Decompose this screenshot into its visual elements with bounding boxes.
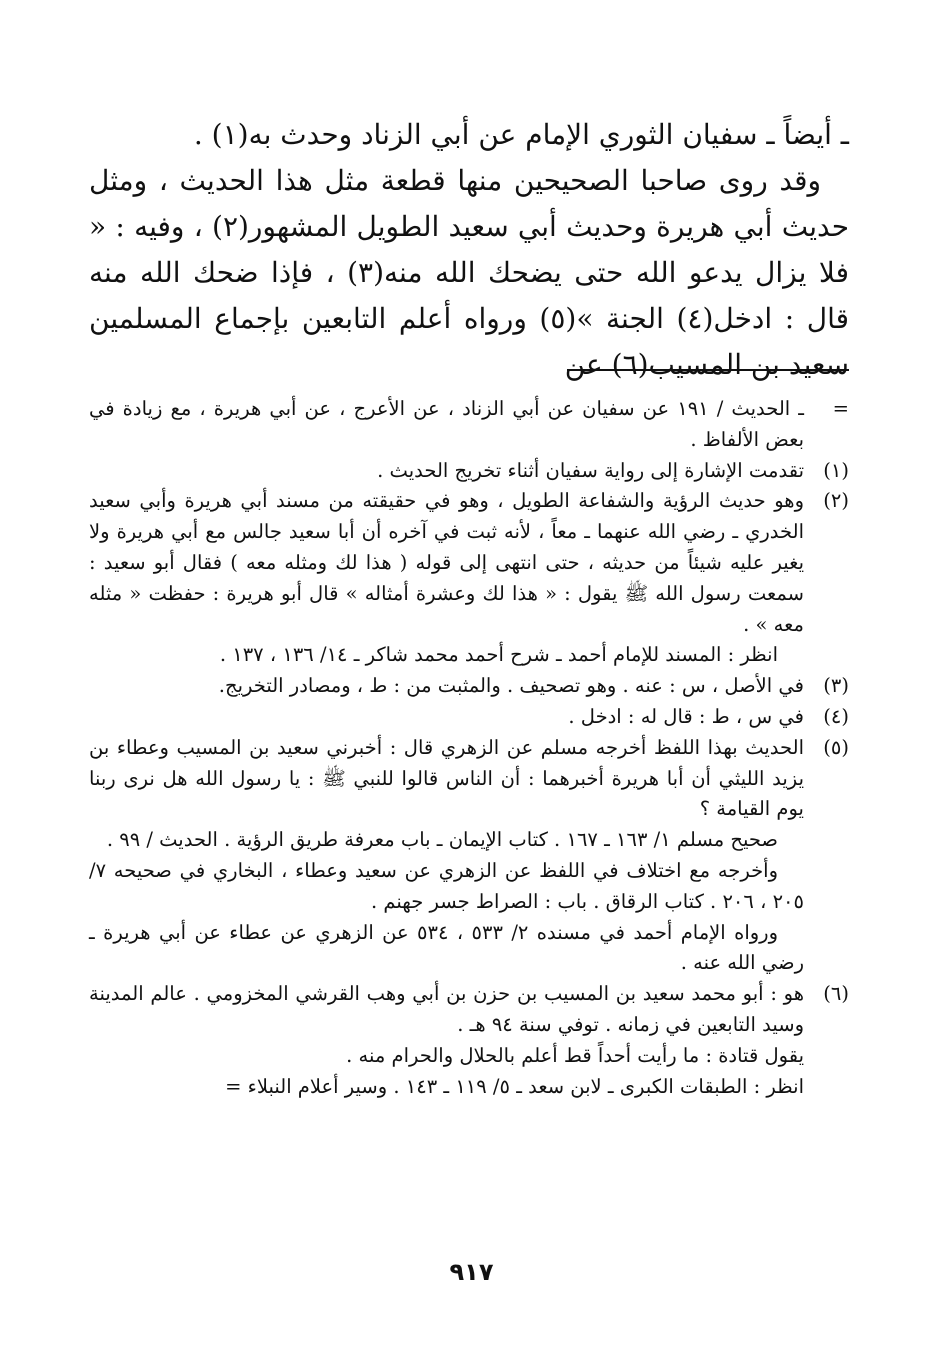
- footnote-number: (٤): [823, 704, 849, 728]
- footnote-divider: [567, 369, 849, 371]
- footnote-text: في الأصل ، س : عنه . وهو تصحيف . والمثبت من : ط ، ومصادر التخريج.: [218, 674, 804, 698]
- footnote-text: الحديث بهذا اللفظ أخرجه مسلم عن الزهري قال : أخبرني سعيد بن المسيب وعطاء بن يزيد الليثي أن أبا هريرة أخبرهما : أن الناس قالوا للنبي ﷺ : يا رسول الله هل نرى ربنا يوم القيامة ؟: [89, 735, 804, 821]
- footnote-text: ـ الحديث / ١٩١ عن سفيان عن أبي الزناد ، عن الأعرج ، عن أبي هريرة ، مع زيادة في بعض الألفاظ .: [89, 397, 804, 451]
- footnote-reference: ورواه الإمام أحمد في مسنده ٢/ ٥٣٣ ، ٥٣٤ عن الزهري عن عطاء عن أبي هريرة ـ رضي الله عنه .: [89, 920, 804, 975]
- footnote-text: وهو حديث الرؤية والشفاعة الطويل ، وهو في حقيقته من مسند أبي هريرة وأبي سعيد الخدري ـ رضي الله عنهما ـ معاً ، لأنه ثبت في آخره أن أبا سعيد جالس مع أبي هريرة ولا يغير عليه شيئاً من حديثه ، حتى انتهى إلى قوله ( هذا لك ومثله معه ) فقال أبو سعيد : سمعت رسول الله ﷺ يقول : « هذا لك وعشرة أمثاله » قال أبو هريرة : حفظت « مثله معه » .: [89, 489, 804, 636]
- footnote-text: هو : أبو محمد سعيد بن المسيب بن حزن بن أبي وهب القرشي المخزومي . عالم المدينة وسيد التابعين في زمانه . توفي سنة ٩٤ هـ .: [89, 982, 804, 1036]
- footnote-number: =: [832, 397, 849, 420]
- footnote-reference: انظر : الطبقات الكبرى ـ لابن سعد ـ ٥/ ١١٩ ـ ١٤٣ . وسير أعلام النبلاء =: [225, 1074, 804, 1098]
- footnote-reference: وأخرجه مع اختلاف في اللفظ عن الزهري عن سعيد وعطاء ، البخاري في صحيحه ٧/ ٢٠٥ ، ٢٠٦ . كتاب الرقاق . باب : الصراط جسر جهنم .: [89, 858, 804, 913]
- footnote-quote: يقول قتادة : ما رأيت أحداً قط أعلم بالحلال والحرام منه .: [346, 1043, 804, 1067]
- footnote-6: [89, 979, 849, 1102]
- footnote-number: (٥): [823, 735, 849, 759]
- footnote-number: (٢): [823, 489, 849, 513]
- main-paragraph: وقد روى صاحبا الصحيحين منها قطعة مثل هذا الحديث ، ومثل حديث أبي هريرة وحديث أبي سعيد الطويل المشهور(٢) ، وفيه : « فلا يزال يدعو الله حتى يضحك الله منه(٣) ، فإذا ضحك الله منه قال : ادخل(٤) الجنة »(٥) ورواه أعلم التابعين بإجماع المسلمين سعيد بن المسيب(٦) عن: [89, 164, 849, 381]
- footnote-1: [89, 456, 849, 487]
- footnote-number: (٣): [823, 674, 849, 698]
- footnote-reference: صحيح مسلم ١/ ١٦٣ ـ ١٦٧ . كتاب الإيمان ـ باب معرفة طريق الرؤية . الحديث / ٩٩ .: [106, 828, 778, 852]
- footnote-reference: انظر : المسند للإمام أحمد ـ شرح أحمد محمد شاكر ـ ١٤/ ١٣٦ ، ١٣٧ .: [219, 643, 778, 667]
- footnote-text: في س ، ط : قال له : ادخل .: [568, 704, 804, 728]
- footnotes: [89, 394, 849, 1102]
- footnote-text: تقدمت الإشارة إلى رواية سفيان أثناء تخريج الحديث .: [377, 458, 804, 482]
- footnote-2: [89, 486, 849, 671]
- footnote-number: (١): [823, 458, 849, 482]
- footnote-number: (٦): [823, 982, 849, 1006]
- footnote-3: [89, 671, 849, 702]
- main-line: ـ أيضاً ـ سفيان الثوري الإمام عن أبي الزناد وحدث به(١) .: [193, 118, 849, 151]
- main-text: [89, 112, 849, 388]
- footnote-5: [89, 733, 849, 979]
- page-number: ٩١٧: [449, 1258, 494, 1286]
- footnote-4: [89, 702, 849, 733]
- footnote-continued: [89, 394, 849, 456]
